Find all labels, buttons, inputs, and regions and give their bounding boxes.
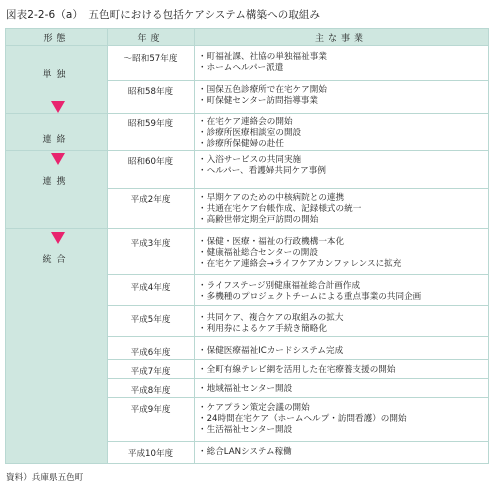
item-list xyxy=(198,403,484,436)
row-divider xyxy=(107,305,488,306)
form-label-integration: 統合 xyxy=(42,255,71,265)
row-divider xyxy=(107,397,488,398)
source-note: 資料）兵庫県五色町 xyxy=(6,473,84,483)
form-label-cooperation: 連携 xyxy=(42,177,71,187)
item-list xyxy=(198,237,484,270)
list-item: ・ケアプラン策定会議の開始 xyxy=(198,403,310,413)
row-divider xyxy=(107,188,488,189)
list-item: ・24時間在宅ケア（ホームヘルプ・訪問看護）の開始 xyxy=(198,414,407,424)
list-item: ・入浴サービスの共同実施 xyxy=(198,155,302,165)
form-divider xyxy=(6,228,488,229)
year-label: ～昭和57年度 xyxy=(123,54,178,64)
header-main: 主な事業 xyxy=(314,34,367,44)
year-label: 平成2年度 xyxy=(130,195,171,205)
figure-title: 図表2-2-6（a） 五色町における包括ケアシステム構築への取組み xyxy=(6,9,321,21)
year-label: 平成5年度 xyxy=(130,315,171,325)
form-label-liaison: 連絡 xyxy=(42,135,71,145)
item-list xyxy=(198,365,484,376)
row-divider xyxy=(107,336,488,337)
year-label: 平成3年度 xyxy=(130,239,171,249)
list-item: ・ホームヘルパー派遣 xyxy=(198,63,284,73)
timeline-table xyxy=(5,28,489,464)
header-year: 年度 xyxy=(107,31,194,44)
list-item: ・共同ケア、複合ケアの取組みの拡大 xyxy=(198,313,344,323)
year-label: 平成10年度 xyxy=(127,449,174,459)
down-arrow-icon xyxy=(51,153,65,165)
form-label-standalone: 単独 xyxy=(42,70,71,80)
row-divider xyxy=(107,80,488,81)
down-arrow-icon xyxy=(51,101,65,113)
item-list xyxy=(198,384,484,395)
list-item: ・保健医療福祉ICカードシステム完成 xyxy=(198,346,344,356)
list-item: ・利用券によるケア手続き簡略化 xyxy=(198,324,327,334)
list-item: ・診療所保健婦の赴任 xyxy=(198,139,284,149)
list-item: ・地域福祉センター開設 xyxy=(198,384,293,394)
form-divider xyxy=(6,113,488,114)
year-label: 平成9年度 xyxy=(130,405,171,415)
list-item: ・共通在宅ケア台帳作成、記録様式の統一 xyxy=(198,204,362,214)
year-label: 平成8年度 xyxy=(130,386,171,396)
item-list xyxy=(198,346,484,357)
row-divider xyxy=(107,441,488,442)
item-list xyxy=(198,85,484,107)
list-item: ・国保五色診療所で在宅ケア開始 xyxy=(198,85,327,95)
item-list xyxy=(198,447,484,458)
list-item: ・町福祉課、社協の単独福祉事業 xyxy=(198,52,327,62)
table-header xyxy=(6,29,488,46)
down-arrow-icon xyxy=(51,232,65,244)
item-list xyxy=(198,117,484,150)
row-divider xyxy=(107,378,488,379)
form-column xyxy=(6,29,107,463)
list-item: ・健康福祉総合センターの開設 xyxy=(198,248,318,258)
header-form: 形態 xyxy=(43,34,70,44)
year-label: 昭和60年度 xyxy=(127,157,174,167)
list-item: ・多機種のプロジェクトチームによる重点事業の共同企画 xyxy=(198,292,422,302)
list-item: ・在宅ケア連絡会の開始 xyxy=(198,117,293,127)
list-item: ・在宅ケア連絡会→ライフケアカンファレンスに拡充 xyxy=(198,259,402,269)
form-divider xyxy=(6,150,488,151)
year-label: 平成4年度 xyxy=(130,283,171,293)
item-list xyxy=(198,52,484,74)
list-item: ・診療所医療相談室の開設 xyxy=(198,128,302,138)
item-list xyxy=(198,281,484,303)
year-label: 平成6年度 xyxy=(130,348,171,358)
list-item: ・保健・医療・福祉の行政機構一本化 xyxy=(198,237,345,247)
list-item: ・高齢世帯定期全戸訪問の開始 xyxy=(198,215,319,225)
list-item: ・ヘルパー、看護婦共同ケア事例 xyxy=(198,166,326,176)
list-item: ・町保健センター訪問指導事業 xyxy=(198,96,318,106)
year-label: 昭和58年度 xyxy=(127,87,174,97)
year-label: 昭和59年度 xyxy=(127,119,174,129)
row-divider xyxy=(107,274,488,275)
list-item: ・ライフステージ別健康福祉総合計画作成 xyxy=(198,281,361,291)
item-list xyxy=(198,313,484,335)
list-item: ・早期ケアのための中核病院との連携 xyxy=(198,193,345,203)
list-item: ・総合LANシステム稼働 xyxy=(198,447,292,457)
list-item: ・生活福祉センター開設 xyxy=(198,425,293,435)
year-label: 平成7年度 xyxy=(130,367,171,377)
item-list xyxy=(198,193,484,226)
list-item: ・全町有線テレビ網を活用した在宅療養支援の開始 xyxy=(198,365,396,375)
item-list xyxy=(198,155,484,177)
row-divider xyxy=(107,359,488,360)
